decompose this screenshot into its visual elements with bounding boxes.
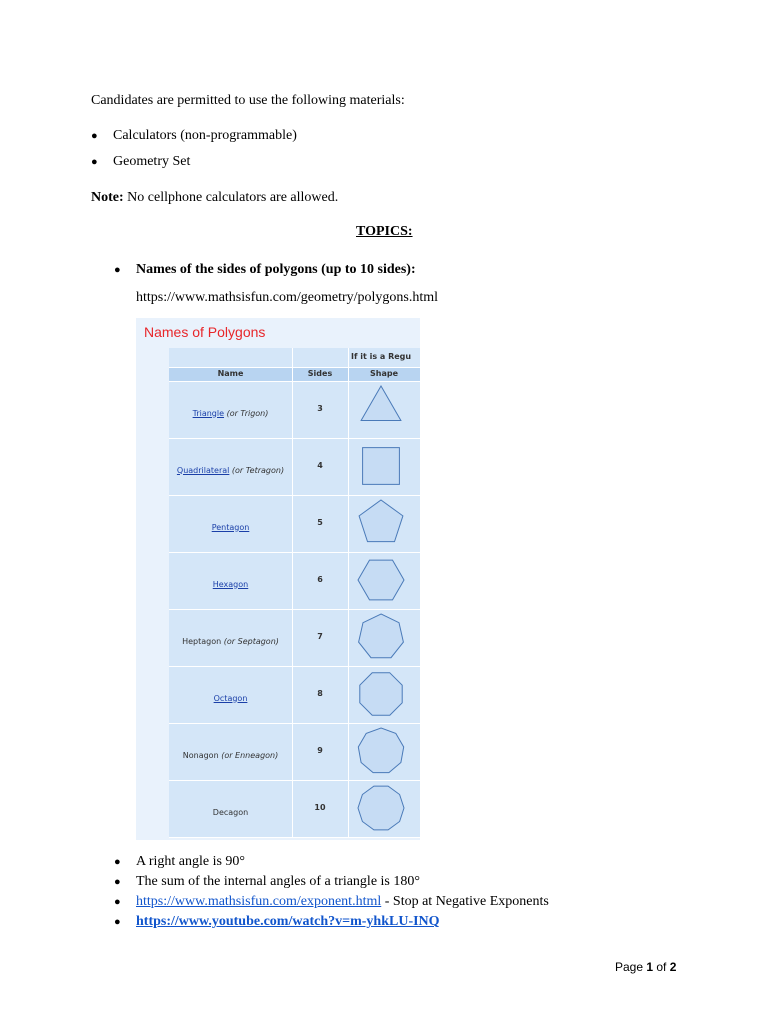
polygon-name-cell [169,404,292,420]
polygon-sides: 8 [317,688,323,698]
column-header: Sides [307,369,333,378]
polygon-shape-icon [348,609,420,666]
bullet-icon: ● [91,156,98,168]
youtube-item [136,913,440,931]
polygon-alt-name: (or Enneagon) [218,750,279,760]
grid-line [169,609,420,610]
topic-url: https://www.mathsisfun.com/geometry/polygons.html [136,290,439,305]
page-number [615,960,676,974]
bullet-icon: ● [114,896,121,908]
polygon-shape [359,614,404,658]
note-paragraph [91,189,338,207]
grid-line [292,348,293,837]
polygon-name[interactable]: Quadrilateral [176,465,230,475]
polygon-name[interactable]: Octagon [213,693,248,703]
polygon-alt-name: (or Tetragon) [229,465,285,475]
grid-line [169,438,420,439]
bullet-icon: ● [91,130,98,142]
polygon-shape [363,448,400,485]
topic-title: Names of the sides of polygons (up to 10 sides): [136,262,416,277]
polygon-shape-icon [348,723,420,780]
fact-item: The sum of the internal angles of a triangle is 180° [136,874,420,889]
polygon-shape-icon [348,780,420,837]
youtube-link[interactable]: https://www.youtube.com/watch?v=m-yhkLU-INQ [136,914,440,929]
polygon-sides: 9 [317,745,323,755]
polygon-name: Nonagon [182,750,219,760]
polygon-name-cell [169,575,292,591]
polygon-shape [359,500,403,542]
polygon-shape-icon [348,495,420,552]
polygon-shape [358,560,404,600]
polygon-sides: 5 [317,517,323,527]
page-label: Page [615,960,647,974]
exponent-link[interactable]: https://www.mathsisfun.com/exponent.html [136,894,382,909]
polygon-shape-icon [348,381,420,438]
note-text: No cellphone calculators are allowed. [123,190,339,205]
polygon-shape [358,786,404,830]
grid-line [169,552,420,553]
polygon-shape-icon [348,438,420,495]
bullet-icon: ● [114,856,121,868]
column-header: Name [217,369,244,378]
total-pages: 2 [669,960,677,974]
exponent-suffix: - Stop at Negative Exponents [381,894,549,909]
polygon-shape [358,728,403,773]
polygon-name-cell [169,803,292,819]
polygon-name-cell [169,746,292,762]
polygon-shape-icon [348,666,420,723]
polygon-name[interactable]: Hexagon [212,579,249,589]
grid-line [169,367,420,368]
page-of: of [653,960,670,974]
polygon-name[interactable]: Triangle [192,408,225,418]
polygon-sides: 7 [317,631,323,641]
polygon-name-cell [169,518,292,534]
polygon-sides: 3 [317,403,323,413]
polygon-shape [361,386,401,421]
polygon-shape [360,673,402,715]
grid-line [348,348,349,837]
polygon-name-cell [169,461,292,477]
current-page: 1 [646,960,654,974]
grid-line [169,495,420,496]
polygon-shape-icon [348,552,420,609]
polygon-name-cell [169,632,292,648]
intro-text: Candidates are permitted to use the following materials: [91,93,405,108]
polygon-alt-name: (or Septagon) [221,636,279,646]
bullet-icon: ● [114,916,121,928]
polygons-image [136,318,420,840]
polygon-name: Heptagon [182,636,222,646]
material-item: Geometry Set [113,154,191,169]
topics-heading: TOPICS: [356,224,413,239]
grid-line [169,381,420,382]
grid-line [169,723,420,724]
fact-item: A right angle is 90° [136,854,246,869]
polygon-sides: 4 [317,460,323,470]
grid-line [169,780,420,781]
material-item: Calculators (non-programmable) [113,128,297,143]
polygon-sides: 6 [317,574,323,584]
column-header: Shape [369,369,398,378]
grid-line [169,666,420,667]
note-label: Note: [91,190,124,205]
polygon-alt-name: (or Trigon) [224,408,269,418]
polygon-name: Decagon [212,807,249,817]
polygon-name-cell [169,689,292,705]
exponent-item [136,893,549,911]
bullet-icon: ● [114,876,121,888]
polygons-image-title: Names of Polygons [144,324,266,340]
bullet-icon: ● [114,264,121,276]
regular-header: If it is a Regu [351,352,412,361]
grid-line [169,837,420,838]
polygon-name[interactable]: Pentagon [211,522,250,532]
polygon-sides: 10 [314,802,326,812]
